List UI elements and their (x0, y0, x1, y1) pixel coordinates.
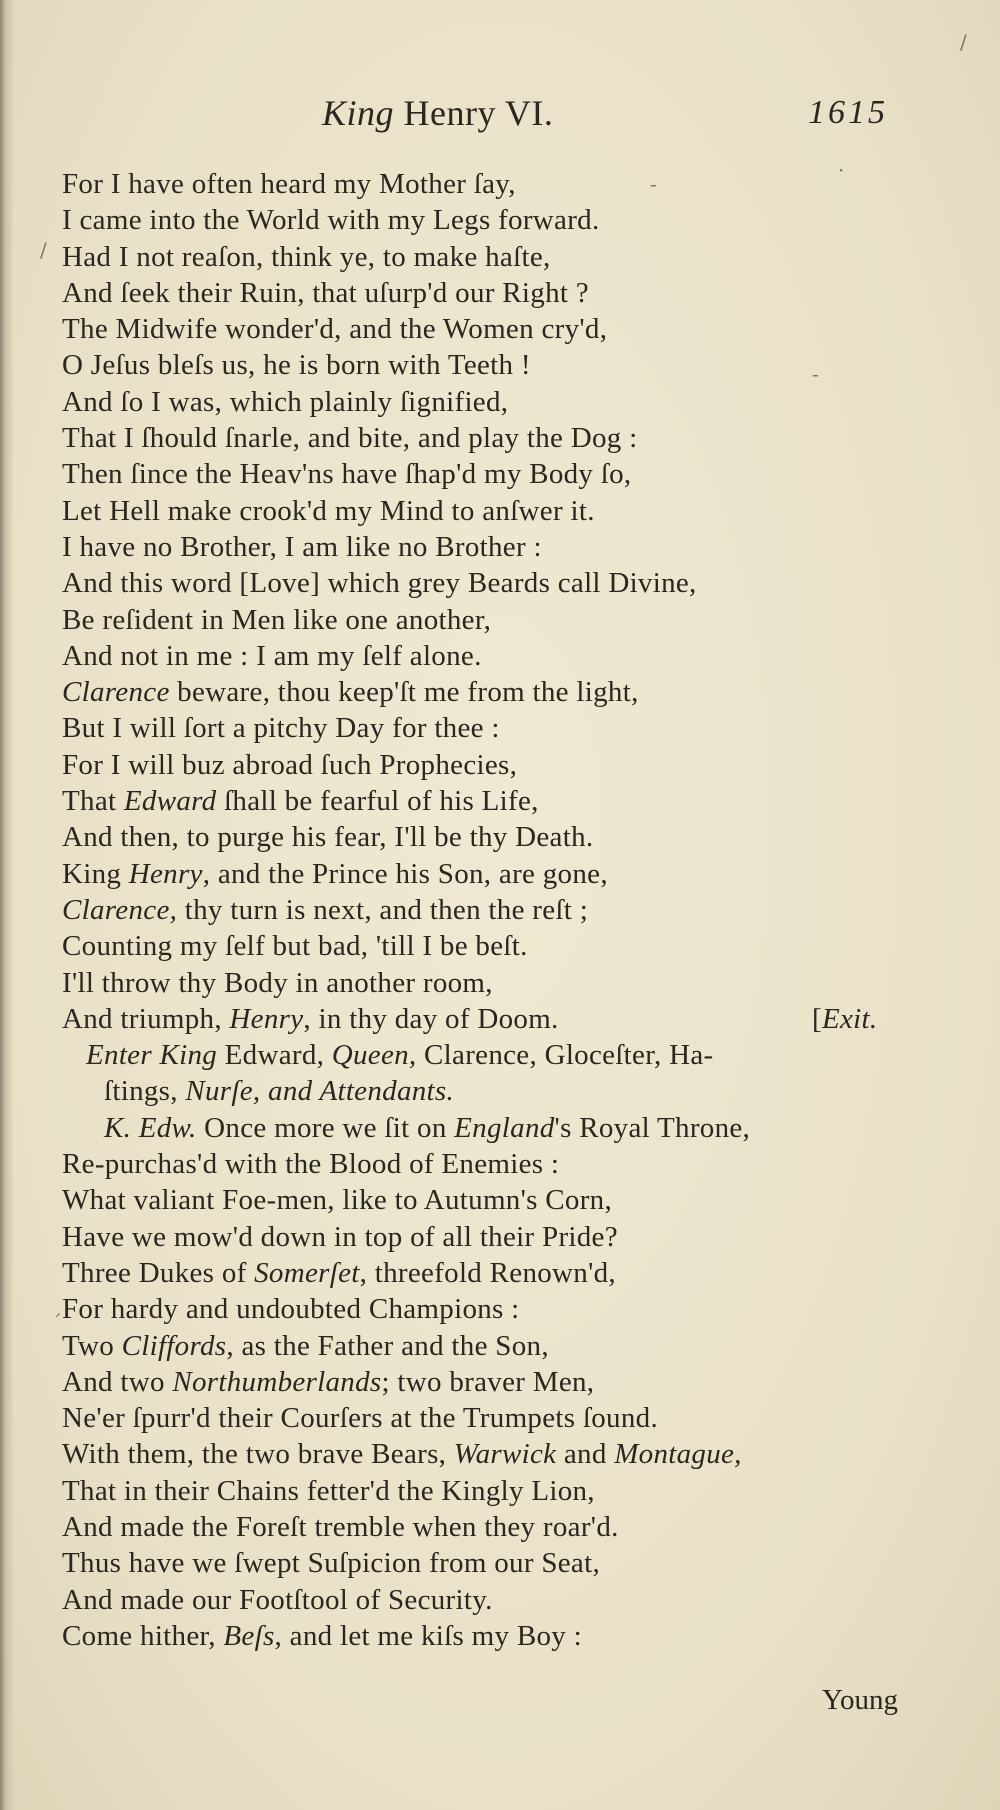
speech-line: Have we mow'd down in top of all their Pride? (62, 1220, 618, 1253)
verse-line: The Midwife wonder'd, and the Women cry'd, (62, 313, 608, 346)
verse-text: Two (62, 1329, 122, 1362)
verse-line (62, 783, 942, 819)
verse-text: thy turn is next, and then the reſt ; (177, 893, 589, 926)
speech-line: And made our Footſtool of Security. (62, 1583, 493, 1616)
verse-text: With them, the two brave Bears, (62, 1438, 454, 1471)
verse-line: Let Hell make crook'd my Mind to anſwer it. (62, 494, 595, 527)
speech-line: That in their Chains fetter'd the Kingly Lion, (62, 1474, 595, 1507)
character-name: Henry (128, 857, 203, 890)
verse-text: And triumph, (62, 1002, 230, 1035)
verse-line: I'll throw thy Body in another room, (62, 966, 493, 999)
character-name: Clarence, (62, 893, 178, 926)
ink-speck: / (960, 30, 967, 54)
verse-text: , and the Prince his Son, are gone, (202, 857, 608, 890)
verse-line: And ſeek their Ruin, that uſurp'd our Right ? (62, 276, 589, 309)
running-title-italic: King (322, 93, 395, 133)
verse-line: And this word [Love] which grey Beards call Divine, (62, 567, 697, 600)
speech-line (62, 1110, 942, 1146)
verse-text: , in thy day of Doom. (303, 1002, 559, 1035)
verse-text: That (62, 785, 124, 818)
running-title (322, 92, 553, 134)
exit-word: Exit. (821, 1002, 878, 1035)
character-name: Edward (123, 785, 217, 818)
verse-line: And ſo I was, which plainly ſignified, (62, 385, 509, 418)
verse-text: , and let me kiſs my Boy : (274, 1619, 582, 1652)
page-header (0, 92, 1000, 142)
verse-line: I came into the World with my Legs forward. (62, 204, 600, 237)
character-name: Warwick (453, 1438, 557, 1471)
exit-direction (812, 1001, 877, 1037)
speech-line: Thus have we ſwept Suſpicion from our Seat, (62, 1547, 601, 1580)
ink-speck: / (40, 238, 47, 262)
verse-text: ; two braver Men, (381, 1365, 595, 1398)
verse-line: And not in me : I am my ſelf alone. (62, 639, 482, 672)
verse-line: Then ſince the Heav'ns have ſhap'd my Body ſo, (62, 458, 632, 491)
speech-line: What valiant Foe-men, like to Autumn's Corn, (62, 1184, 613, 1217)
verse-line: I have no Brother, I am like no Brother : (62, 530, 542, 563)
stage-direction-text: ſtings, (104, 1075, 186, 1108)
speech-line: Re-purchas'd with the Blood of Enemies : (62, 1148, 560, 1181)
verse-text: 's Royal Throne, (554, 1111, 751, 1144)
ink-speck: ´ (52, 1310, 62, 1334)
verse-text: ſhall be fearful of his Life, (216, 785, 539, 818)
verse-text: King (62, 857, 129, 890)
speech-line: For hardy and undoubted Champions : (62, 1293, 520, 1326)
verse-line (62, 892, 942, 928)
verse-text: , as the Father and the Son, (226, 1329, 549, 1362)
verse-line: For I will buz abroad ſuch Prophecies, (62, 748, 518, 781)
speaker-prefix: K. Edw. (104, 1111, 197, 1144)
verse-text: Come hither, (62, 1619, 224, 1652)
character-name: Henry (229, 1002, 304, 1035)
place-name: Somerſet (254, 1256, 360, 1289)
character-name: Montague, (614, 1438, 742, 1471)
stage-direction-text: Clarence, Gloceſter, Ha- (416, 1039, 714, 1072)
stage-direction-text: Nurſe, and Attendants. (185, 1075, 455, 1108)
verse-line: That I ſhould ſnarle, and bite, and play the Dog : (62, 422, 638, 455)
stage-direction (62, 1037, 942, 1073)
stage-direction (62, 1073, 942, 1109)
stage-direction-text: Enter King (86, 1039, 218, 1072)
verse-line (62, 674, 942, 710)
verse-line: And then, to purge his fear, I'll be thy Death. (62, 821, 594, 854)
character-name: Cliffords (121, 1329, 227, 1362)
character-name: Beſs (223, 1619, 275, 1652)
character-name: Northumberlands (172, 1365, 382, 1398)
speech-line (62, 1364, 942, 1400)
character-name: Clarence (62, 676, 170, 709)
verse-text: beware, thou keep'ſt me from the light, (169, 676, 639, 709)
speech-line: Ne'er ſpurr'd their Courſers at the Trumpets ſound. (62, 1402, 658, 1435)
verse-text: and (556, 1438, 615, 1471)
ink-speck: · (838, 158, 845, 182)
verse-line: Had I not reaſon, think ye, to make haſte, (62, 240, 551, 273)
verse-line: But I will ſort a pitchy Day for thee : (62, 712, 500, 745)
speech-line (62, 1436, 942, 1472)
verse-text: Once more we ſit on (196, 1111, 455, 1144)
verse-text: , threefold Renown'd, (359, 1256, 616, 1289)
catchword: Young (822, 1684, 899, 1716)
verse-text: Three Dukes of (62, 1256, 255, 1289)
verse-text: And two (62, 1365, 173, 1398)
ink-speck: - (650, 172, 657, 196)
exit-bracket: [ (812, 1002, 822, 1035)
speech-line: And made the Foreſt tremble when they roar'd. (62, 1510, 619, 1543)
verse-line: Counting my ſelf but bad, 'till I be beſt. (62, 930, 528, 963)
stage-direction-text: Queen, (331, 1039, 417, 1072)
speech-line (62, 1255, 942, 1291)
stage-direction-text: Edward, (217, 1039, 332, 1072)
place-name: England (454, 1111, 555, 1144)
binding-gutter (0, 0, 14, 1810)
verse-line (62, 1001, 942, 1037)
ink-speck: - (812, 362, 819, 386)
page-number: 1615 (808, 94, 888, 131)
speech-line (62, 1618, 942, 1654)
verse-line: For I have often heard my Mother ſay, (62, 168, 516, 200)
speech-line (62, 1328, 942, 1364)
verse-line: O Jeſus bleſs us, he is born with Teeth ! (62, 349, 531, 382)
running-title-rest: Henry VI. (403, 93, 554, 133)
verse-line (62, 856, 942, 892)
verse-line: Be reſident in Men like one another, (62, 603, 492, 636)
play-text (62, 166, 942, 1654)
